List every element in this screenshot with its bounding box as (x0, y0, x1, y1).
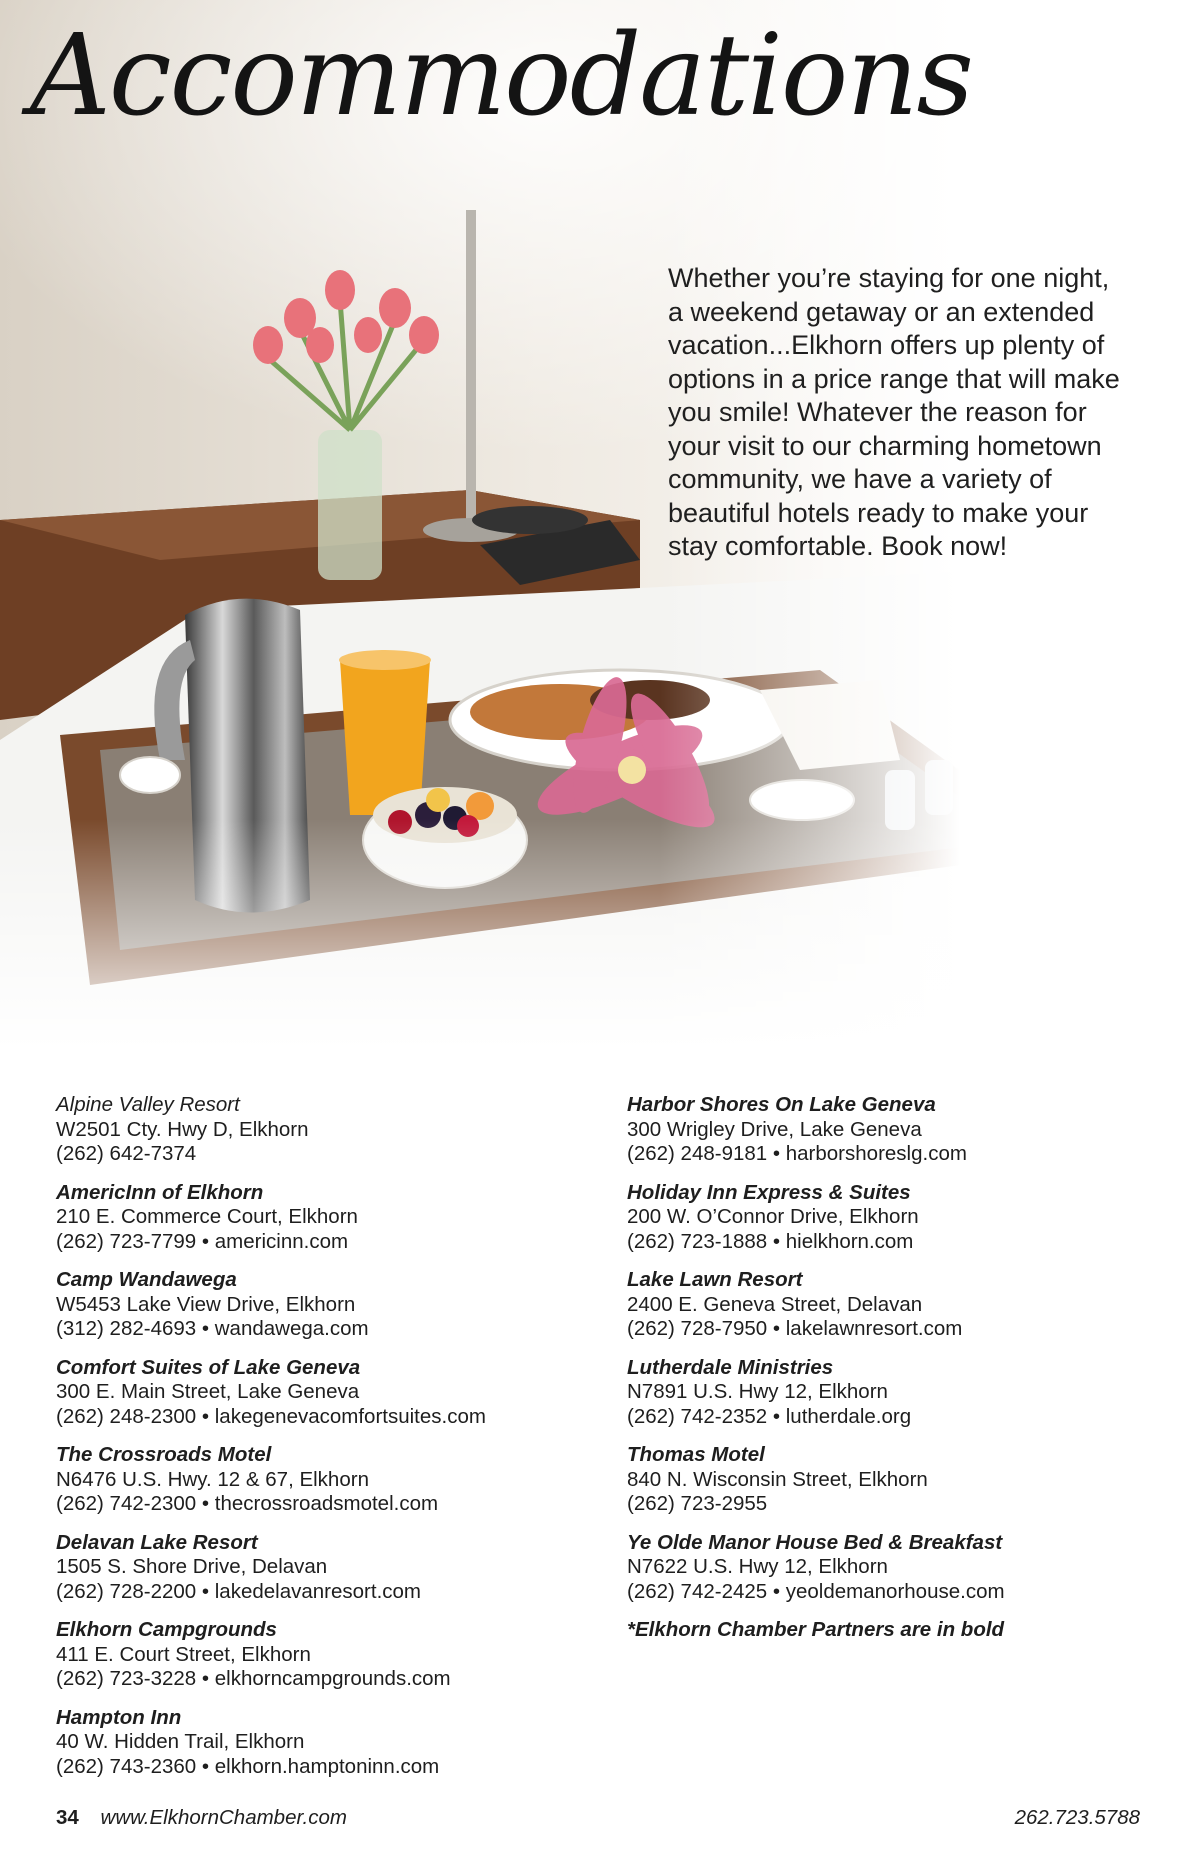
listing-entry (627, 1356, 1187, 1430)
listing-contact: (262) 742-2300 • thecrossroadsmotel.com (56, 1492, 439, 1515)
listing-name: Holiday Inn Express & Suites (627, 1180, 911, 1204)
page-number: 34 (56, 1806, 79, 1829)
listing-name: Harbor Shores On Lake Geneva (627, 1093, 936, 1116)
listing-entry (627, 1181, 1187, 1255)
listing-contact: (262) 248-2300 • lakegenevacomfortsuites.com (56, 1404, 486, 1428)
listing-address: 1505 S. Shore Drive, Delavan (56, 1555, 328, 1578)
listing-address: W2501 Cty. Hwy D, Elkhorn (56, 1117, 309, 1141)
listing-address: 40 W. Hidden Trail, Elkhorn (56, 1730, 305, 1753)
listing-entry (56, 1706, 616, 1780)
listing-name: Lutherdale Ministries (627, 1355, 834, 1379)
listing-entry (56, 1268, 616, 1342)
listing-entry (56, 1356, 616, 1430)
listing-name: Delavan Lake Resort (56, 1530, 258, 1554)
listing-address: 300 Wrigley Drive, Lake Geneva (627, 1117, 922, 1141)
listing-contact: (262) 728-7950 • lakelawnresort.com (627, 1317, 963, 1340)
listing-address: 300 E. Main Street, Lake Geneva (56, 1380, 360, 1403)
listing-name: The Crossroads Motel (56, 1443, 272, 1466)
footer-website: www.ElkhornChamber.com (100, 1806, 347, 1829)
listing-address: 840 N. Wisconsin Street, Elkhorn (627, 1467, 928, 1491)
listing-name: Thomas Motel (627, 1443, 765, 1466)
listing-contact: (262) 742-2425 • yeoldemanorhouse.com (627, 1579, 1005, 1603)
listing-name: Elkhorn Campgrounds (56, 1618, 277, 1641)
listing-entry (56, 1618, 616, 1692)
listing-name: AmericInn of Elkhorn (56, 1180, 264, 1204)
listing-entry (56, 1181, 616, 1255)
listing-entry (627, 1093, 1187, 1167)
listing-address: 411 E. Court Street, Elkhorn (56, 1642, 311, 1666)
listing-name: Lake Lawn Resort (627, 1268, 803, 1291)
listing-contact: (262) 743-2360 • elkhorn.hamptoninn.com (56, 1754, 440, 1778)
partners-note: *Elkhorn Chamber Partners are in bold (627, 1618, 1005, 1641)
listing-entry (56, 1443, 616, 1517)
listing-address: 210 E. Commerce Court, Elkhorn (56, 1205, 358, 1228)
listing-entry (56, 1531, 616, 1605)
listing-entry (627, 1268, 1187, 1342)
listing-contact: (262) 248-9181 • harborshoreslg.com (627, 1142, 967, 1165)
listings-right-column (627, 1093, 1187, 1643)
listing-contact: (312) 282-4693 • wandawega.com (56, 1317, 369, 1340)
footer-phone: 262.723.5788 (1014, 1806, 1140, 1829)
listings-left-column (56, 1093, 616, 1793)
listing-contact: (262) 642-7374 (56, 1142, 197, 1165)
listing-name: Alpine Valley Resort (56, 1093, 240, 1116)
listing-entry (627, 1443, 1187, 1517)
listing-contact: (262) 742-2352 • lutherdale.org (627, 1404, 912, 1428)
listing-entry (56, 1093, 616, 1167)
listing-contact: (262) 723-1888 • hielkhorn.com (627, 1229, 914, 1253)
listing-address: 200 W. O’Connor Drive, Elkhorn (627, 1205, 919, 1228)
page-title: Accommodations (30, 11, 972, 141)
listing-address: W5453 Lake View Drive, Elkhorn (56, 1292, 356, 1316)
listing-name: Comfort Suites of Lake Geneva (56, 1355, 361, 1379)
listing-address: N6476 U.S. Hwy. 12 & 67, Elkhorn (56, 1467, 369, 1491)
listing-entry (627, 1531, 1187, 1605)
listing-name: Camp Wandawega (56, 1268, 237, 1291)
listing-address: N7622 U.S. Hwy 12, Elkhorn (627, 1555, 888, 1578)
listing-contact: (262) 723-7799 • americinn.com (56, 1229, 349, 1253)
listing-contact: (262) 728-2200 • lakedelavanresort.com (56, 1579, 421, 1603)
listing-address: 2400 E. Geneva Street, Delavan (627, 1292, 923, 1316)
listing-contact: (262) 723-2955 (627, 1492, 768, 1515)
listing-address: N7891 U.S. Hwy 12, Elkhorn (627, 1380, 888, 1403)
listing-contact: (262) 723-3228 • elkhorncampgrounds.com (56, 1667, 451, 1690)
page-footer (56, 1806, 1140, 1836)
intro-paragraph: Whether you’re staying for one night, a weekend getaway or an extended vacation...Elkhorn offers up plenty of options in a price range that will make you smile! Whatever the reason for your visit to our charming hometown community, we have a variety of beautiful hotels ready to make your stay comfortable. Book now! (668, 263, 1120, 561)
listing-name: Ye Olde Manor House Bed & Breakfast (627, 1530, 1003, 1554)
listing-name: Hampton Inn (56, 1705, 182, 1729)
